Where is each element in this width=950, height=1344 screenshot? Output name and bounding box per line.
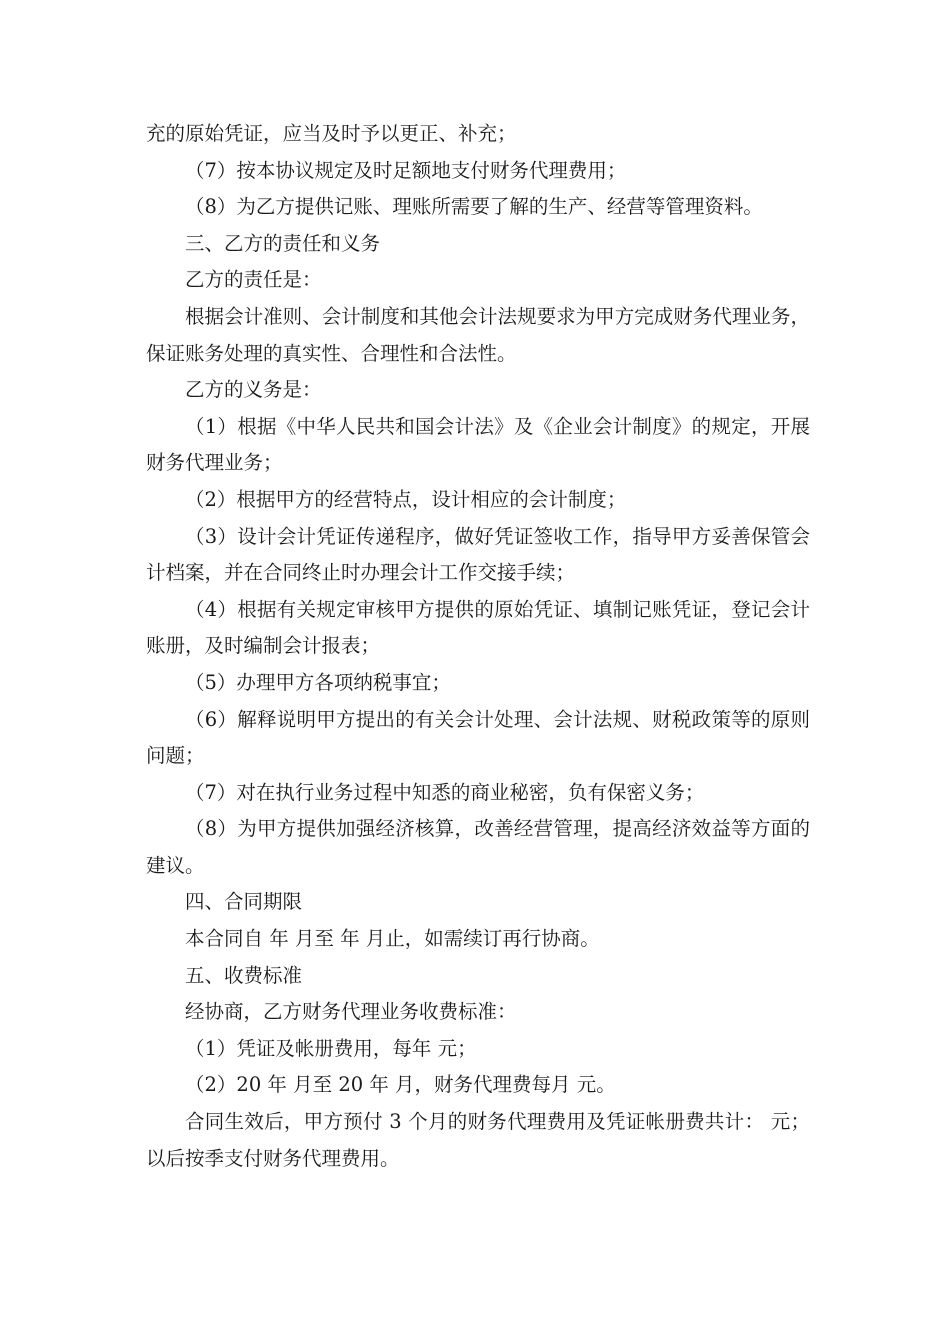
party-b-obligation-6: （6）解释说明甲方提出的有关会计处理、会计法规、财税政策等的原则问题； xyxy=(146,707,810,768)
party-b-obligation-3: （3）设计会计凭证传递程序，做好凭证签收工作，指导甲方妥善保管会计档案，并在合同终止时办理会计工作交接手续； xyxy=(146,524,810,585)
party-a-duty-8: （8）为乙方提供记账、理账所需要了解的生产、经营等管理资料。 xyxy=(185,195,763,219)
contract-term-text: 本合同自 年 月至 年 月止，如需续订再行协商。 xyxy=(185,927,600,951)
fee-standard-intro: 经协商，乙方财务代理业务收费标准： xyxy=(185,1000,517,1024)
fee-item-1: （1）凭证及帐册费用，每年 元； xyxy=(185,1036,477,1060)
party-b-obligation-heading: 乙方的义务是： xyxy=(185,378,322,402)
paragraph-continuation: 充的原始凭证，应当及时予以更正、补充； xyxy=(146,122,517,145)
party-b-obligation-4: （4）根据有关规定审核甲方提供的原始凭证、填制记账凭证，登记会计账册，及时编制会计报表； xyxy=(146,597,810,658)
party-b-obligation-5: （5）办理甲方各项纳税事宜； xyxy=(185,670,451,694)
section-heading-4: 四、合同期限 xyxy=(185,890,303,914)
fee-item-2: （2）20 年 月至 20 年 月，财务代理费每月 元。 xyxy=(185,1073,616,1097)
party-b-responsibility-heading: 乙方的责任是： xyxy=(185,268,322,292)
payment-terms: 合同生效后，甲方预付 3 个月的财务代理费用及凭证帐册费共计： 元；以后按季支付财务代理费用。 xyxy=(146,1110,810,1170)
section-heading-3: 三、乙方的责任和义务 xyxy=(185,231,381,255)
party-b-obligation-7: （7）对在执行业务过程中知悉的商业秘密，负有保密义务； xyxy=(185,780,705,804)
party-b-obligation-2: （2）根据甲方的经营特点，设计相应的会计制度； xyxy=(185,487,627,511)
party-a-duty-7: （7）按本协议规定及时足额地支付财务代理费用； xyxy=(185,158,627,182)
document-page xyxy=(146,116,810,1177)
section-heading-5: 五、收费标准 xyxy=(185,963,303,987)
party-b-obligation-8: （8）为甲方提供加强经济核算，改善经营管理，提高经济效益等方面的建议。 xyxy=(146,817,810,877)
party-b-responsibility-text: 根据会计准则、会计制度和其他会计法规要求为甲方完成财务代理业务，保证账务处理的真实性、合理性和合法性。 xyxy=(146,304,810,365)
party-b-obligation-1: （1）根据《中华人民共和国会计法》及《企业会计制度》的规定，开展财务代理业务； xyxy=(146,414,810,475)
